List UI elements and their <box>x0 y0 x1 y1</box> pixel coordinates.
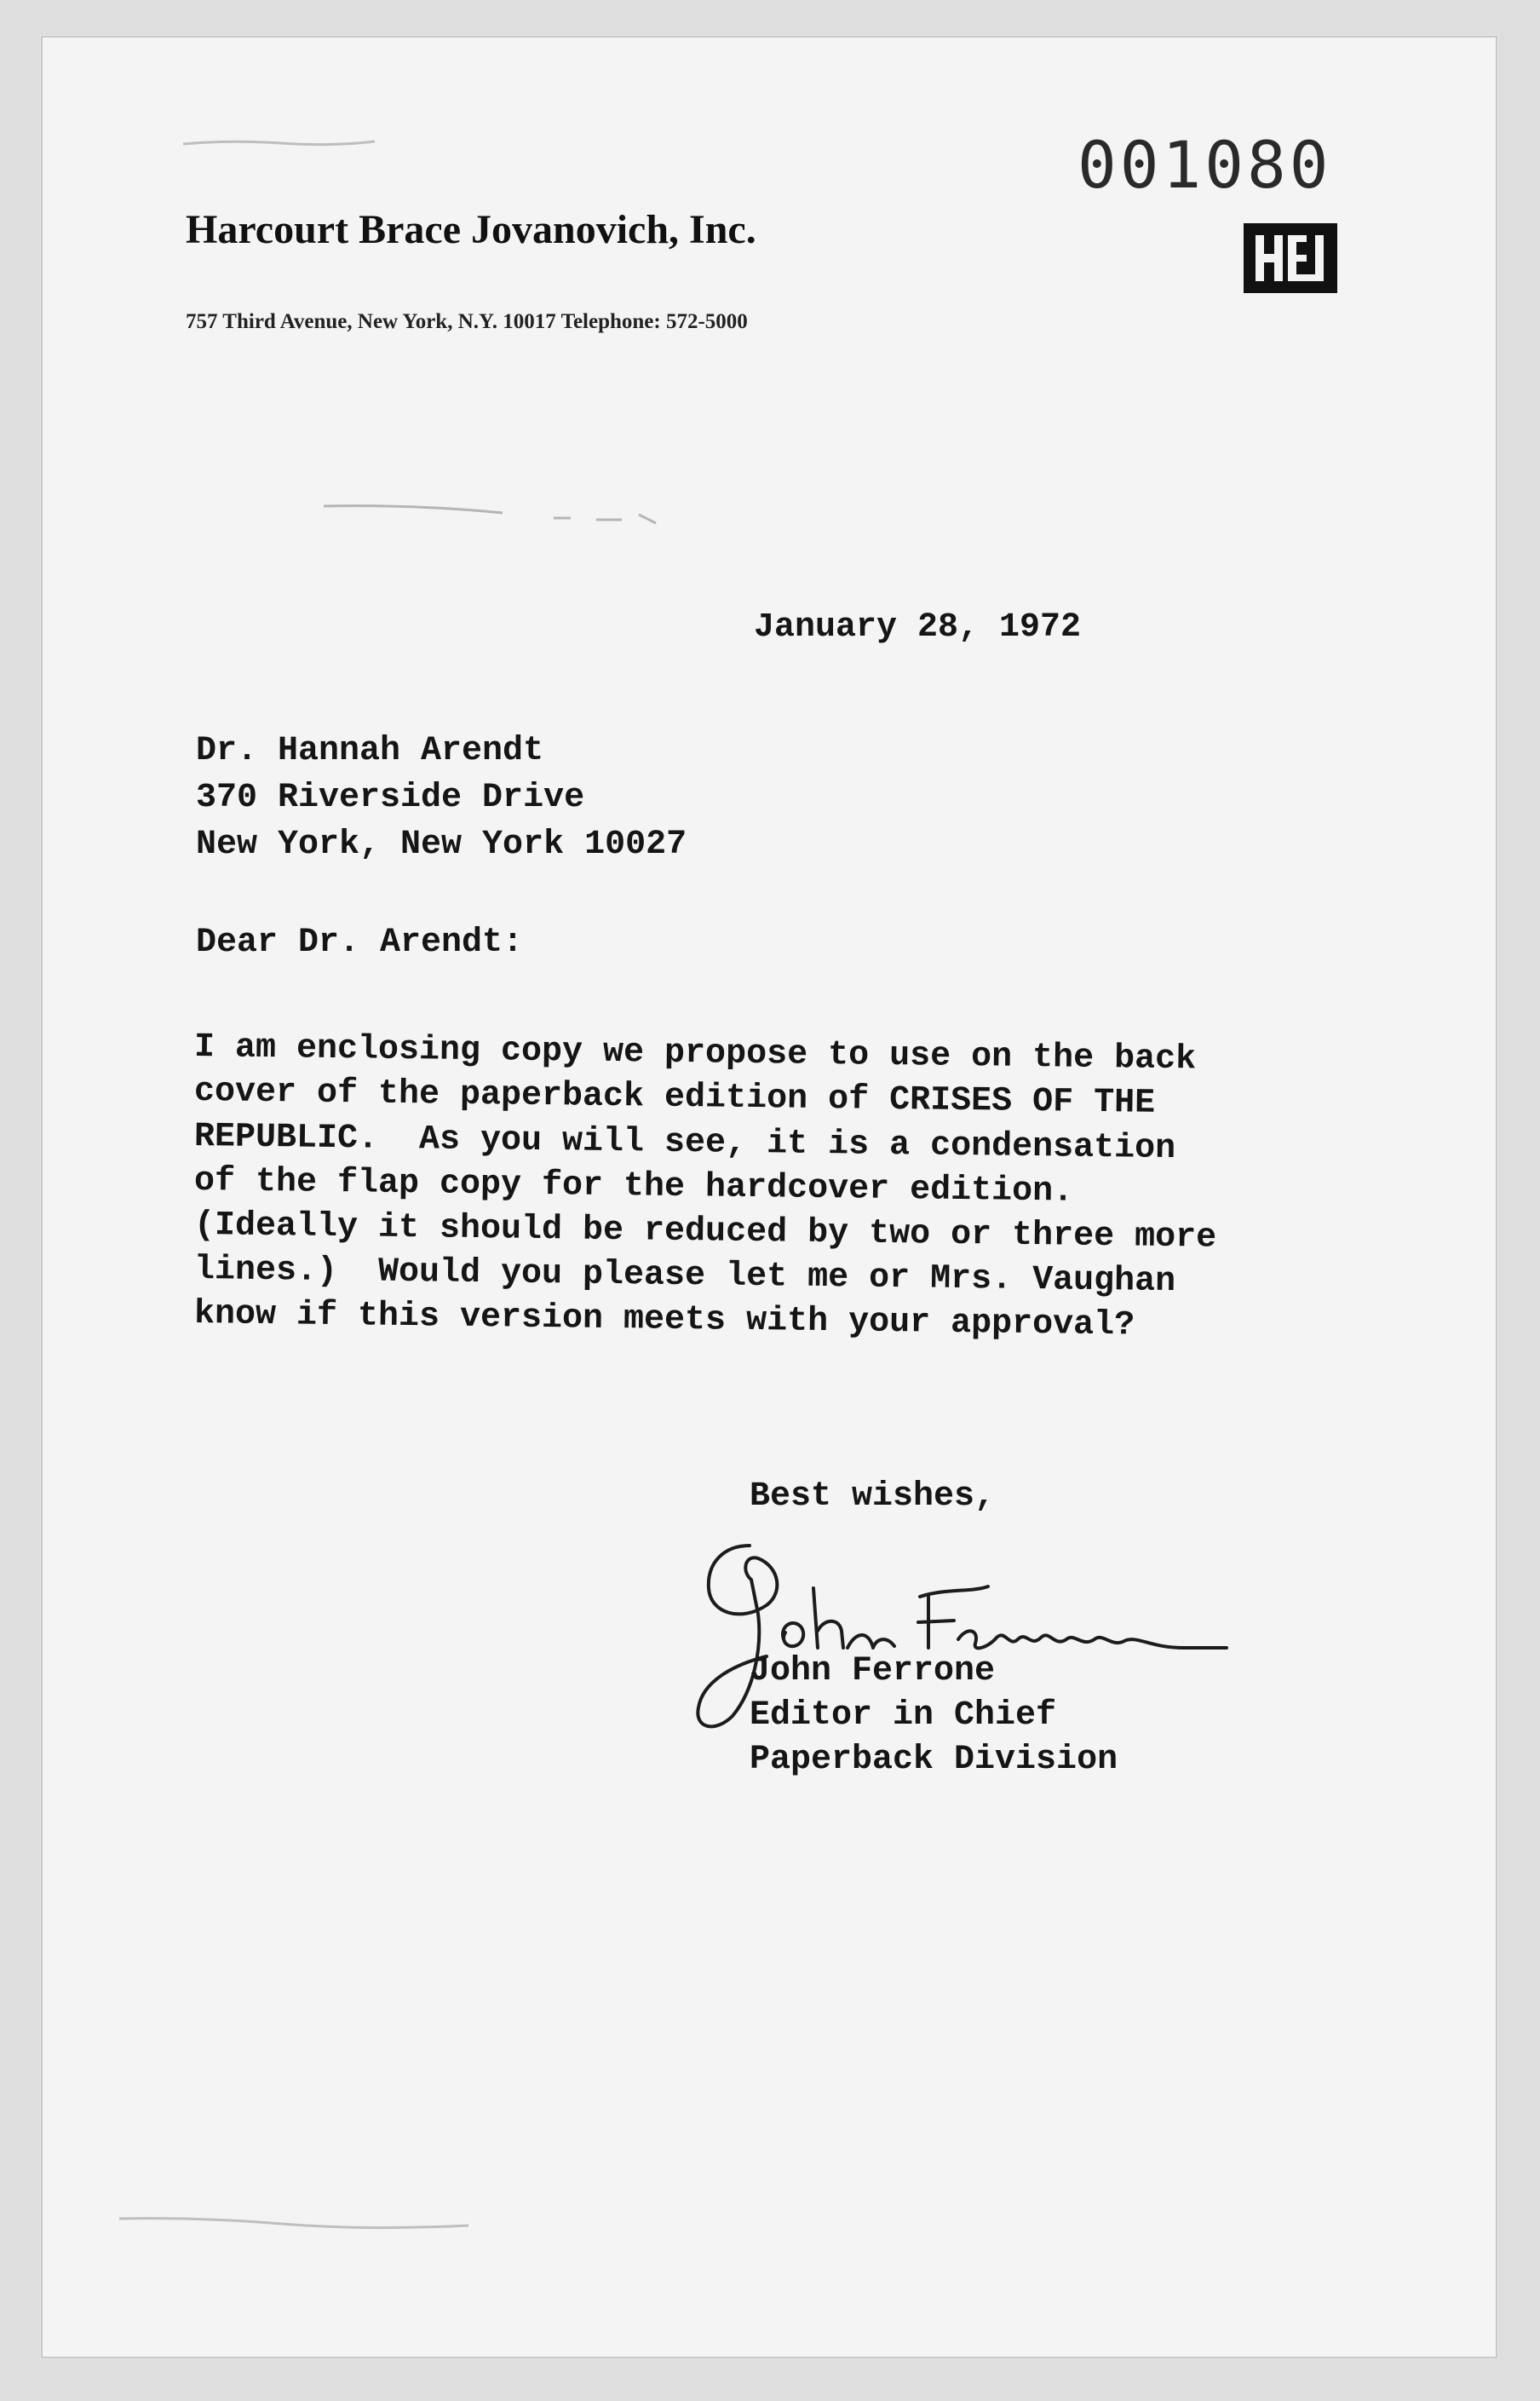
smudge-mark <box>315 489 673 532</box>
body-line: I am enclosing copy we propose to use on the back <box>193 1028 1197 1080</box>
smudge-mark <box>111 2202 494 2253</box>
signer-division: Paperback Division <box>750 1741 1118 1779</box>
signer-title: Editor in Chief <box>750 1696 1057 1735</box>
letterhead-company: Harcourt Brace Jovanovich, Inc. <box>186 207 756 252</box>
body-line: (Ideally it should be reduced by two or three more <box>193 1206 1217 1258</box>
serial-number: 001080 <box>1077 127 1332 203</box>
body-line: REPUBLIC. As you will see, it is a condensation <box>193 1118 1176 1169</box>
body-line: know if this version meets with your approval? <box>193 1295 1135 1345</box>
signer-name: John Ferrone <box>750 1652 996 1690</box>
letter-date: January 28, 1972 <box>754 608 1082 647</box>
recipient-name: Dr. Hannah Arendt <box>196 732 544 770</box>
body-line: lines.) Would you please let me or Mrs. Vaughan <box>193 1251 1176 1302</box>
letterhead-address: 757 Third Avenue, New York, N.Y. 10017 Telephone: 572-5000 <box>186 310 748 333</box>
recipient-city: New York, New York 10027 <box>196 826 687 864</box>
letter-sheet <box>41 36 1497 2358</box>
salutation: Dear Dr. Arendt: <box>196 924 524 962</box>
recipient-street: 370 Riverside Drive <box>196 779 585 817</box>
body-line: cover of the paperback edition of CRISES OF THE <box>193 1073 1156 1123</box>
body-line: of the flap copy for the hardcover edition. <box>193 1162 1074 1212</box>
company-logo-icon <box>1244 223 1337 293</box>
closing: Best wishes, <box>750 1477 996 1516</box>
smudge-mark <box>179 131 383 157</box>
